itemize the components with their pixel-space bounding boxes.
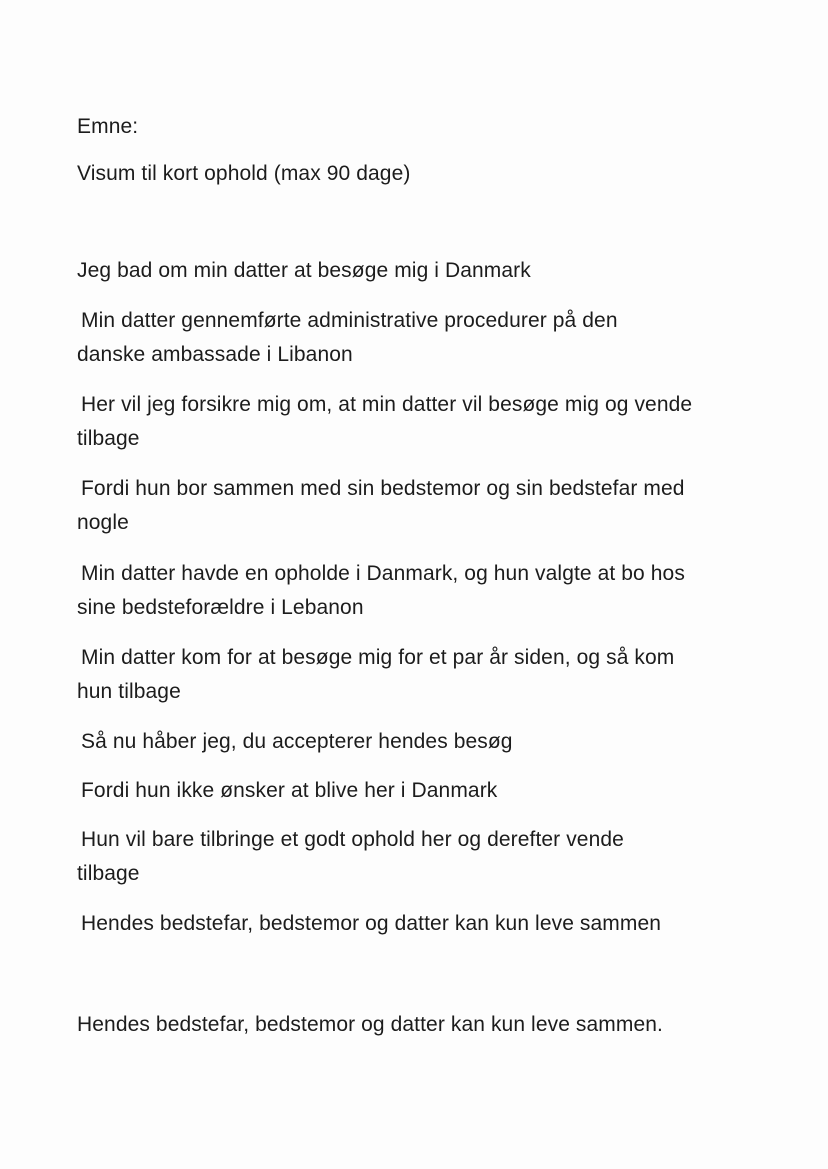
paragraph-2-line-2: danske ambassade i Libanon	[77, 343, 353, 366]
paragraph-3-line-2: tilbage	[77, 427, 140, 450]
paragraph-5-line-1: Min datter havde en opholde i Danmark, og hun valgte at bo hos	[81, 562, 685, 585]
paragraph-5-line-2: sine bedsteforældre i Lebanon	[77, 596, 364, 619]
paragraph-8-line-1: Fordi hun ikke ønsker at blive her i Danmark	[81, 779, 498, 802]
paragraph-3-line-1: Her vil jeg forsikre mig om, at min datter vil besøge mig og vende	[81, 393, 693, 416]
paragraph-4-line-2: nogle	[77, 511, 129, 534]
paragraph-6-line-2: hun tilbage	[77, 680, 181, 703]
paragraph-9-line-2: tilbage	[77, 862, 140, 885]
paragraph-1-line-1: Jeg bad om min datter at besøge mig i Danmark	[77, 259, 531, 282]
paragraph-7-line-1: Så nu håber jeg, du accepterer hendes besøg	[81, 730, 513, 753]
paragraph-9-line-1: Hun vil bare tilbringe et godt ophold her og derefter vende	[81, 828, 624, 851]
subject-label: Emne:	[77, 115, 139, 138]
paragraph-4-line-1: Fordi hun bor sammen med sin bedstemor og sin bedstefar med	[81, 477, 685, 500]
paragraph-10-line-1: Hendes bedstefar, bedstemor og datter kan kun leve sammen	[81, 912, 662, 935]
subject-value: Visum til kort ophold (max 90 dage)	[77, 162, 411, 185]
paragraph-2-line-1: Min datter gennemførte administrative procedurer på den	[81, 309, 618, 332]
paragraph-6-line-1: Min datter kom for at besøge mig for et par år siden, og så kom	[81, 646, 675, 669]
closing-line: Hendes bedstefar, bedstemor og datter kan kun leve sammen.	[77, 1013, 663, 1036]
